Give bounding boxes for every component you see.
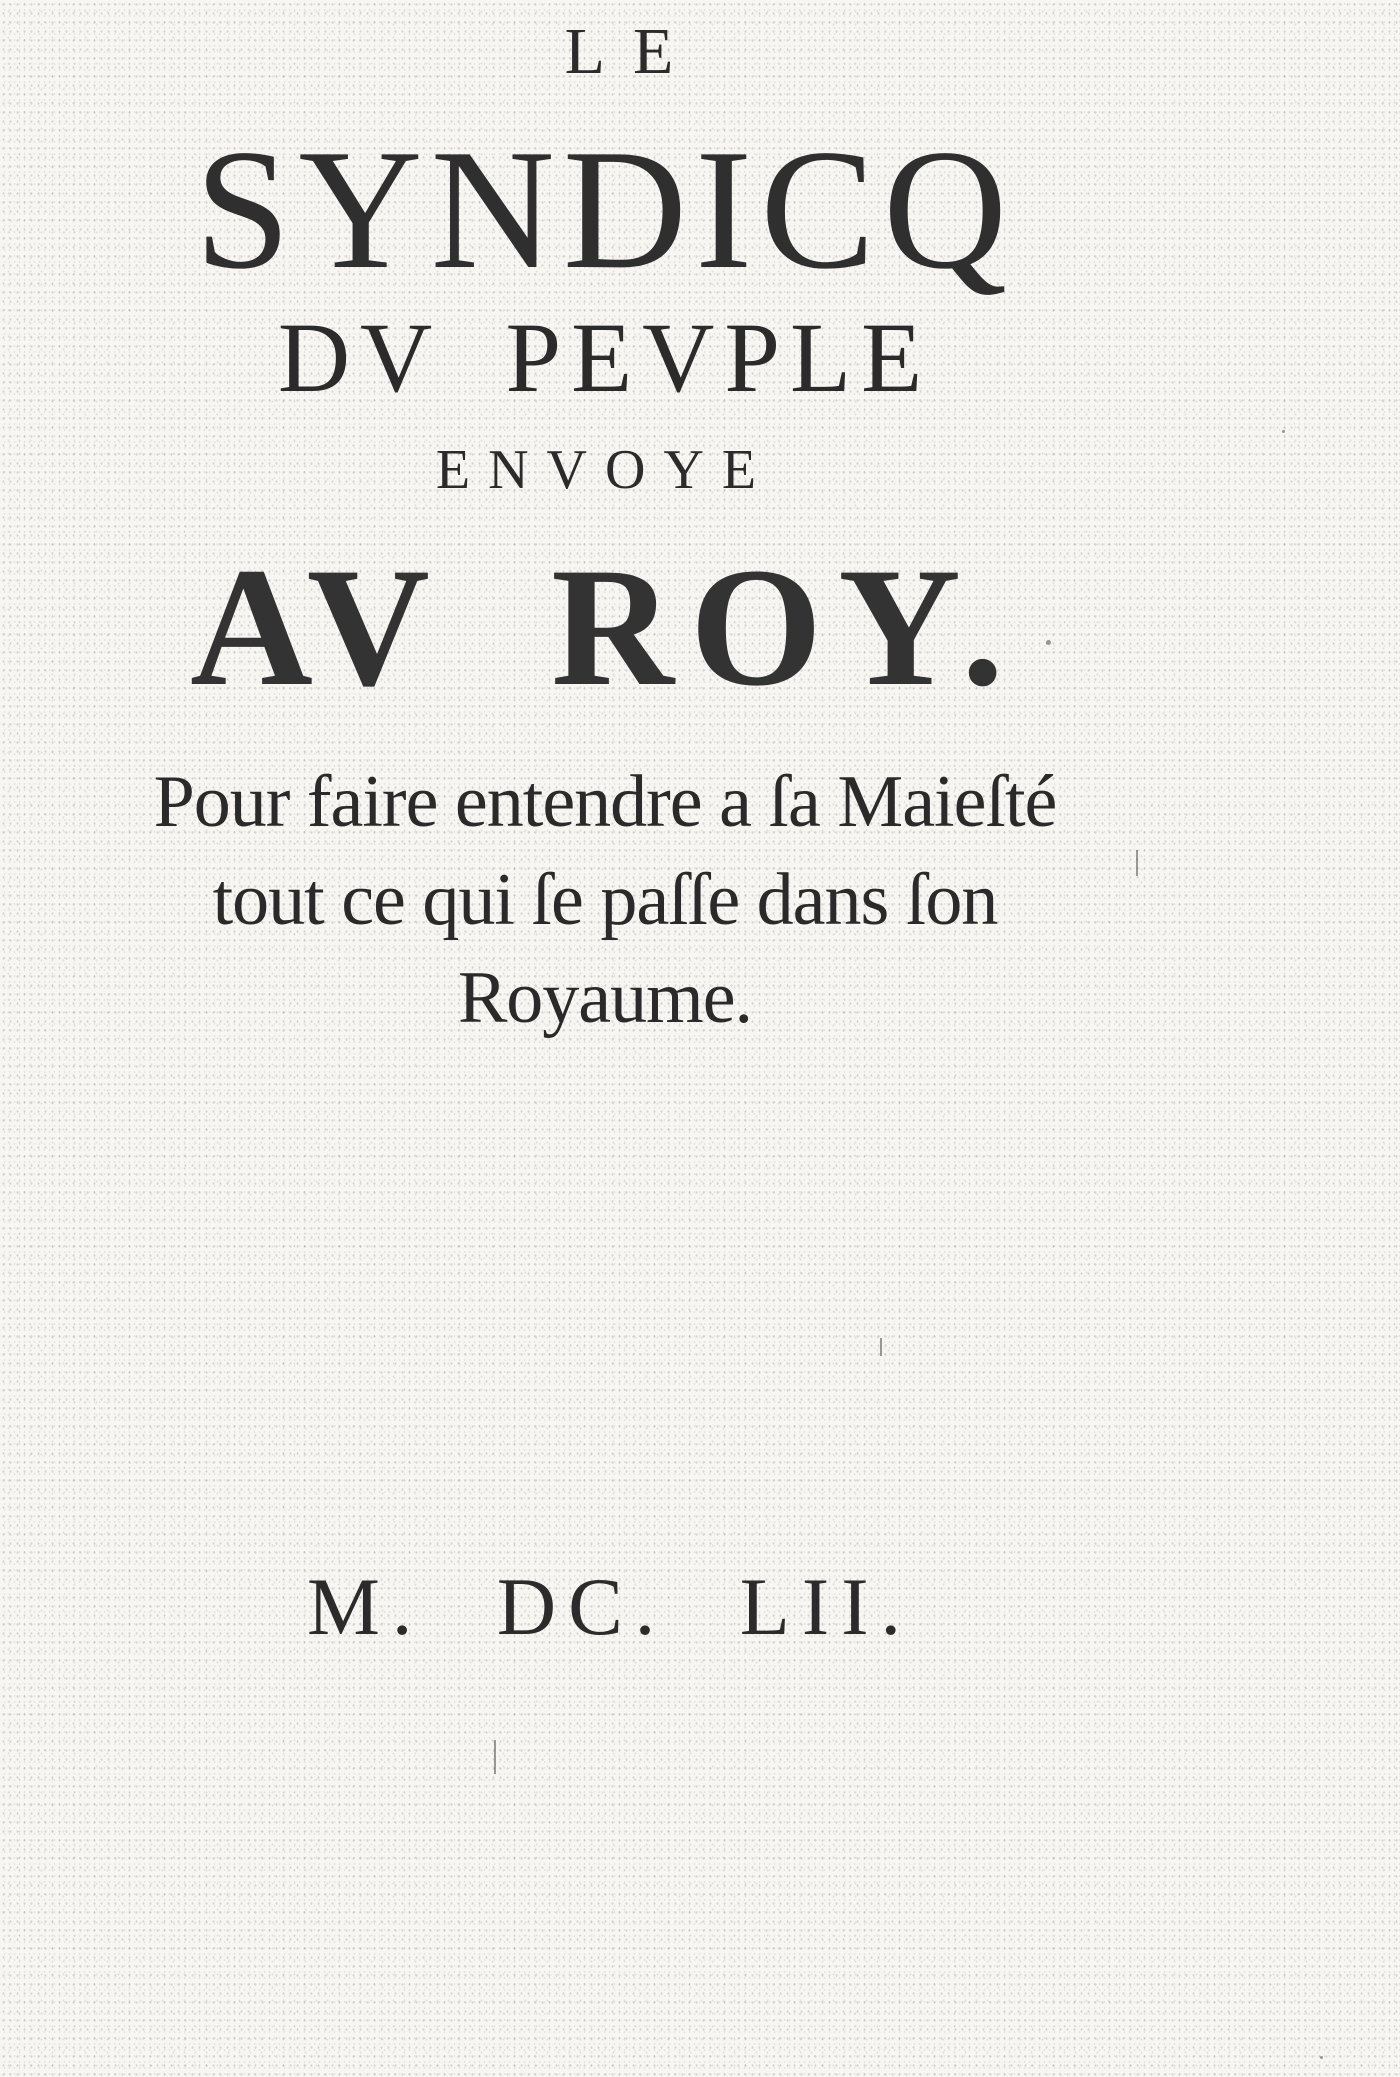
description-line-1: Pour faire entendre a ſa Maieſté (153, 761, 1057, 843)
au-roy-line: AV ROY. (190, 533, 1020, 721)
main-title: SYNDICQ (194, 115, 1016, 305)
subtitle-caps: DV PEVPLE (277, 302, 933, 413)
envoye-line: ENVOYE (435, 439, 775, 501)
description-line-3: Royaume. (457, 957, 753, 1039)
ink-speck (1320, 2056, 1323, 2059)
article-le: LE (564, 15, 702, 88)
ink-speck (1046, 640, 1051, 645)
description-line-2: tout ce qui ſe paſſe dans ſon (212, 859, 998, 941)
ink-speck (494, 1740, 496, 1774)
ink-speck (880, 1338, 882, 1356)
publication-date: M. DC. LII. (306, 1561, 914, 1652)
ink-speck (1136, 850, 1138, 876)
ink-speck (1282, 430, 1285, 433)
